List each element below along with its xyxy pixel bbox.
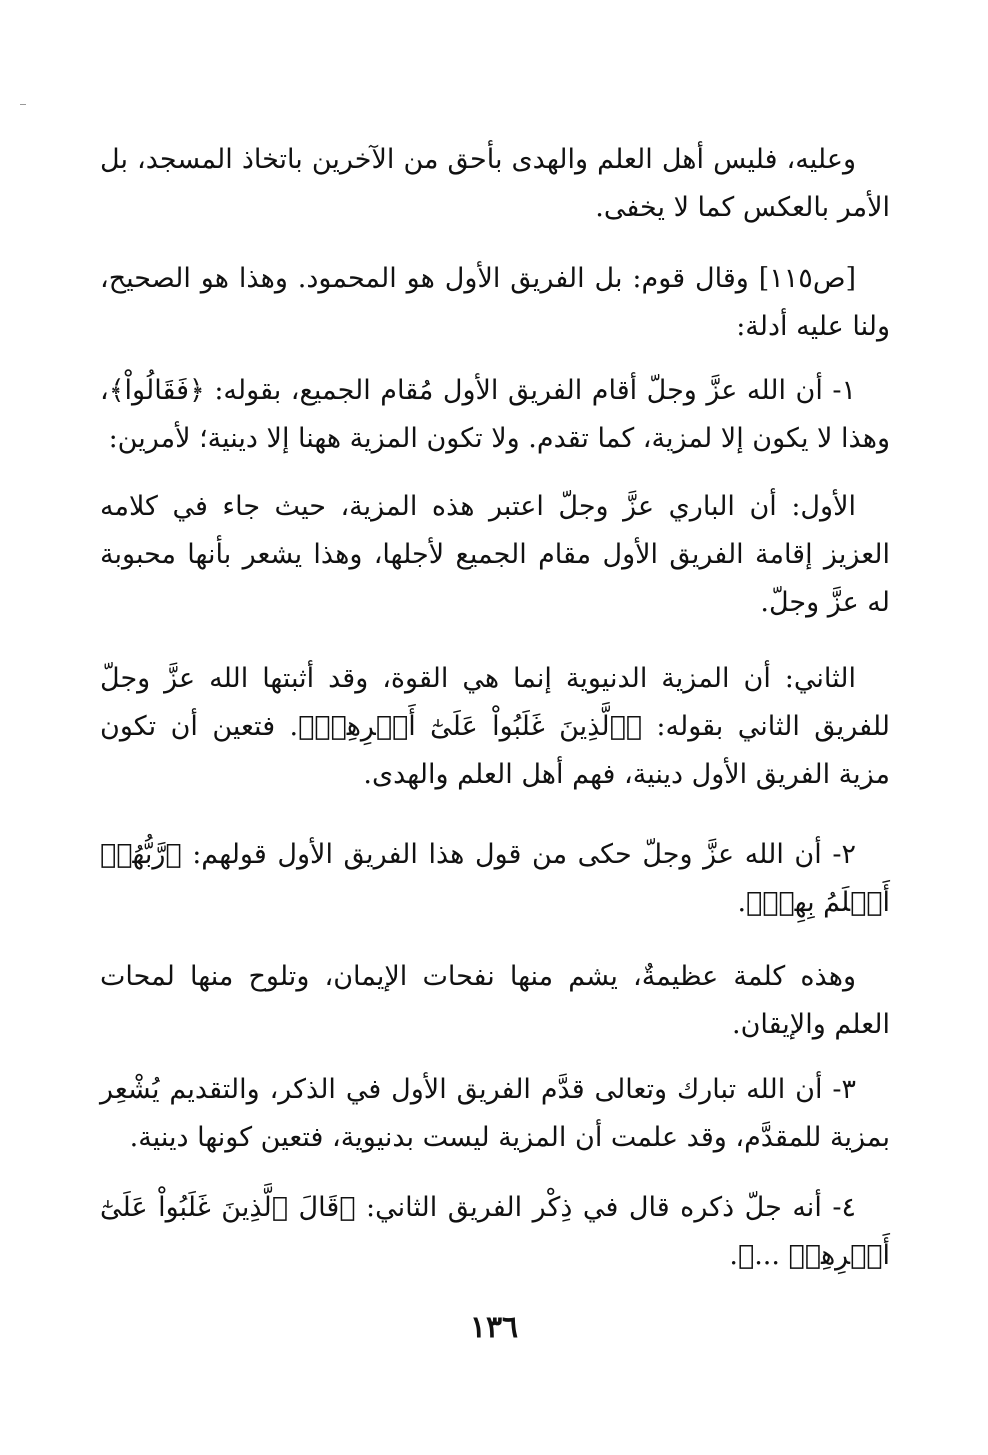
paragraph-9: ٤- أنه جلّ ذكره قال في ذِكْر الفريق الثاني: ﴿قَالَ ٱلَّذِينَ غَلَبُواْ عَلَىٰٓ أَمۡرِهِمۡ ...﴾. (100, 1192, 890, 1271)
paragraph-1: وعليه، فليس أهل العلم والهدى بأحق من الآخرين باتخاذ المسجد، بل الأمر بالعكس كما لا يخفى. (100, 144, 890, 223)
paragraph-3: ١- أن الله عزَّ وجلّ أقام الفريق الأول مُقام الجميع، بقوله: ﴿فَقَالُواْ﴾، وهذا لا يكون إلا لمزية، كما تقدم. ولا تكون المزية ههنا إلا دينية؛ لأمرين: (100, 375, 890, 454)
paragraph-7: وهذه كلمة عظيمةٌ، يشم منها نفحات الإيمان، وتلوح منها لمحات العلم والإيقان. (100, 961, 890, 1040)
paragraph-6: ٢- أن الله عزَّ وجلّ حكى من قول هذا الفريق الأول قولهم: ﴿رَّبُّهُمۡ أَعۡلَمُ بِهِمۡ﴾. (100, 839, 890, 918)
scan-mark (20, 104, 26, 105)
page-number: ١٣٦ (469, 1310, 519, 1345)
paragraph-2: [ص١١٥] وقال قوم: بل الفريق الأول هو المحمود. وهذا هو الصحيح، ولنا عليه أدلة: (100, 263, 890, 342)
paragraph-8: ٣- أن الله تبارك وتعالى قدَّم الفريق الأول في الذكر، والتقديم يُشْعِر بمزية للمقدَّم، وقد علمت أن المزية ليست بدنيوية، فتعين كونها دينية. (100, 1074, 890, 1153)
paragraph-5: الثاني: أن المزية الدنيوية إنما هي القوة، وقد أثبتها الله عزَّ وجلّ للفريق الثاني بقوله: ﴿ٱلَّذِينَ غَلَبُواْ عَلَىٰٓ أَمۡرِهِمۡ﴾. فتعين أن تكون مزية الفريق الأول دينية، فهم أهل العلم والهدى. (100, 663, 890, 790)
paragraph-4: الأول: أن الباري عزَّ وجلّ اعتبر هذه المزية، حيث جاء في كلامه العزيز إقامة الفريق الأول مقام الجميع لأجلها، وهذا يشعر بأنها محبوبة له عزَّ وجلّ. (100, 491, 890, 618)
